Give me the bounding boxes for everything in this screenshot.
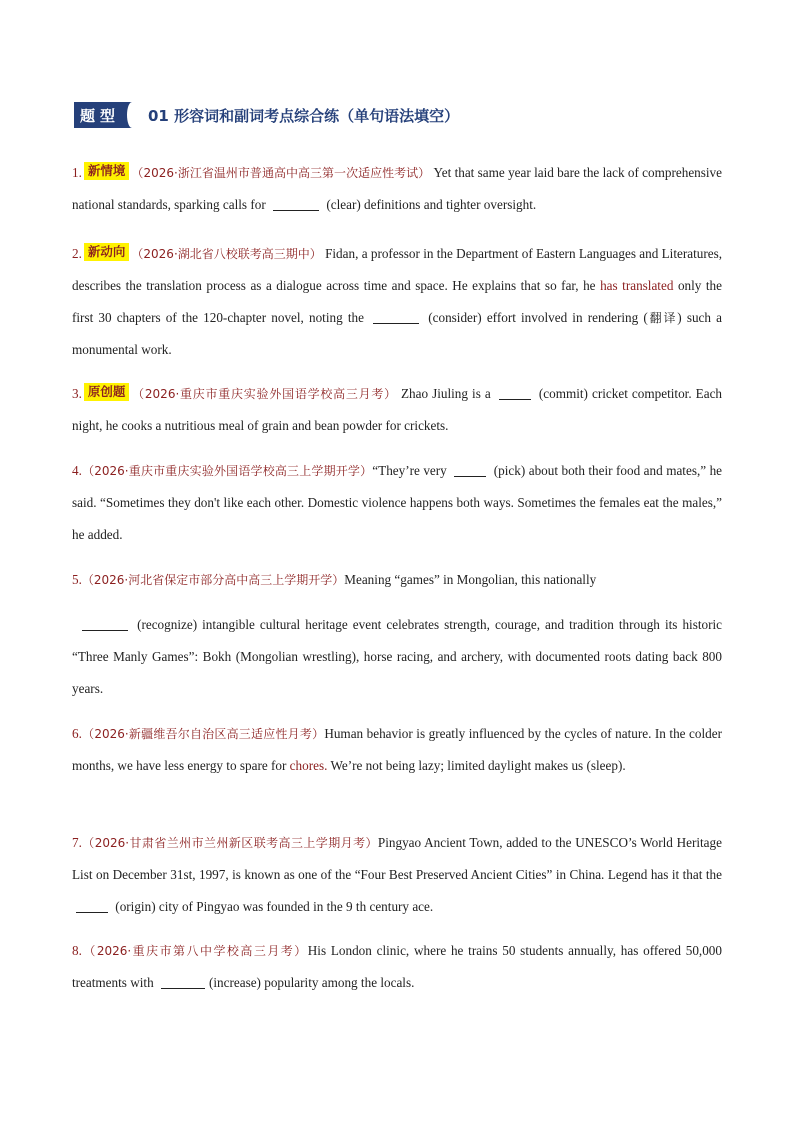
question-text: (recognize) intangible cultural heritage event celebrates strength, courage, and tradition through its historic “Three Manly Games”: Bokh (Mongolian wrestling), horse racing, and archery, with documented roots dating back 800 years. — [72, 617, 723, 696]
question-source: （2026·重庆市重庆实验外国语学校高三月考） — [131, 387, 397, 401]
badge-label: 题型 — [79, 106, 120, 125]
question-7 — [72, 827, 722, 923]
question-text: (origin) city of Pingyao was founded in the 9 th century ace. — [115, 899, 434, 914]
question-source: （2026·重庆市第八中学校高三月考） — [81, 944, 308, 958]
question-text: (commit) cricket competitor. Each night, he cooks a nutritious meal of grain and bean powder for crickets. — [72, 386, 723, 433]
answer-blank[interactable] — [499, 385, 531, 400]
question-source: （2026·湖北省八校联考高三期中） — [131, 247, 322, 261]
question-1 — [72, 157, 722, 221]
chinese-gloss: 翻译 — [647, 311, 678, 325]
question-text: (consider) effort involved in rendering ( — [428, 310, 648, 325]
question-text: Meaning “games” in Mongolian, this nationally — [344, 572, 597, 587]
question-number: 4. — [72, 463, 82, 478]
answer-blank[interactable] — [273, 196, 319, 211]
question-text: Zhao Jiuling is a — [400, 386, 491, 401]
answer-blank[interactable] — [161, 974, 205, 989]
question-source: （2026·甘肃省兰州市兰州新区联考高三上学期月考） — [81, 836, 378, 850]
question-text: Yet that same year laid bare the lack of comprehensive national standards, sparking calls for — [72, 165, 723, 212]
question-tag: 新情境 — [84, 162, 130, 180]
highlighted-text: chores. — [289, 758, 328, 773]
badge-notch — [123, 102, 141, 128]
answer-blank[interactable] — [82, 616, 128, 631]
question-text: (increase) popularity among the locals. — [208, 975, 415, 990]
question-text: (clear) definitions and tighter oversight. — [326, 197, 537, 212]
question-number: 5. — [72, 572, 82, 587]
question-text: His London clinic, where he trains 50 students annually, has offered 50,000 treatments with — [72, 943, 722, 990]
question-text: “They’re very — [372, 463, 447, 478]
question-number: 8. — [72, 943, 82, 958]
section-title: 01 形容词和副词考点综合练（单句语法填空） — [148, 106, 460, 125]
question-text: (pick) about both their food and mates,” he said. “Sometimes they don't like each other. Domestic violence happens both ways. Sometimes the females eat the males,” he added. — [72, 463, 723, 542]
question-3 — [72, 378, 722, 442]
question-number: 2. — [72, 246, 82, 261]
question-tag: 原创题 — [84, 383, 130, 401]
question-number: 6. — [72, 726, 82, 741]
question-text: Human behavior is greatly influenced by the cycles of nature. In the colder months, we have less energy to spare for — [72, 726, 722, 773]
question-5-continued — [72, 609, 722, 705]
question-2 — [72, 238, 722, 366]
question-5 — [72, 564, 722, 596]
question-6 — [72, 718, 722, 782]
question-4 — [72, 455, 722, 551]
question-source: （2026·重庆市重庆实验外国语学校高三上学期开学） — [81, 464, 373, 478]
highlighted-text: has translated — [600, 278, 674, 293]
question-8 — [72, 935, 722, 999]
question-number: 1. — [72, 165, 82, 180]
answer-blank[interactable] — [76, 898, 108, 913]
question-text: ) such a monumental work. — [72, 310, 722, 357]
question-number: 3. — [72, 386, 82, 401]
question-type-badge — [74, 102, 132, 128]
question-number: 7. — [72, 835, 82, 850]
question-text: only the first 30 chapters of the 120-chapter novel, noting the — [72, 278, 723, 325]
question-text: Pingyao Ancient Town, added to the UNESCO’s World Heritage List on December 31st, 1997, is known as one of the “Four Best Preserved Ancient Cities” in China. Legend has it that the — [72, 835, 722, 882]
question-text: We’re not being lazy; limited daylight makes us (sleep). — [330, 758, 626, 773]
question-source: （2026·浙江省温州市普通高中高三第一次适应性考试） — [131, 166, 431, 180]
question-tag: 新动向 — [84, 243, 130, 261]
question-text: Fidan, a professor in the Department of Eastern Languages and Literatures, describes the translation process as a dialogue across time and space. He explains that so far, he — [72, 246, 723, 293]
answer-blank[interactable] — [454, 462, 486, 477]
section-heading — [74, 102, 459, 128]
question-source: （2026·新疆维吾尔自治区高三适应性月考） — [81, 727, 325, 741]
question-source: （2026·河北省保定市部分高中高三上学期开学） — [81, 573, 345, 587]
answer-blank[interactable] — [373, 309, 419, 324]
